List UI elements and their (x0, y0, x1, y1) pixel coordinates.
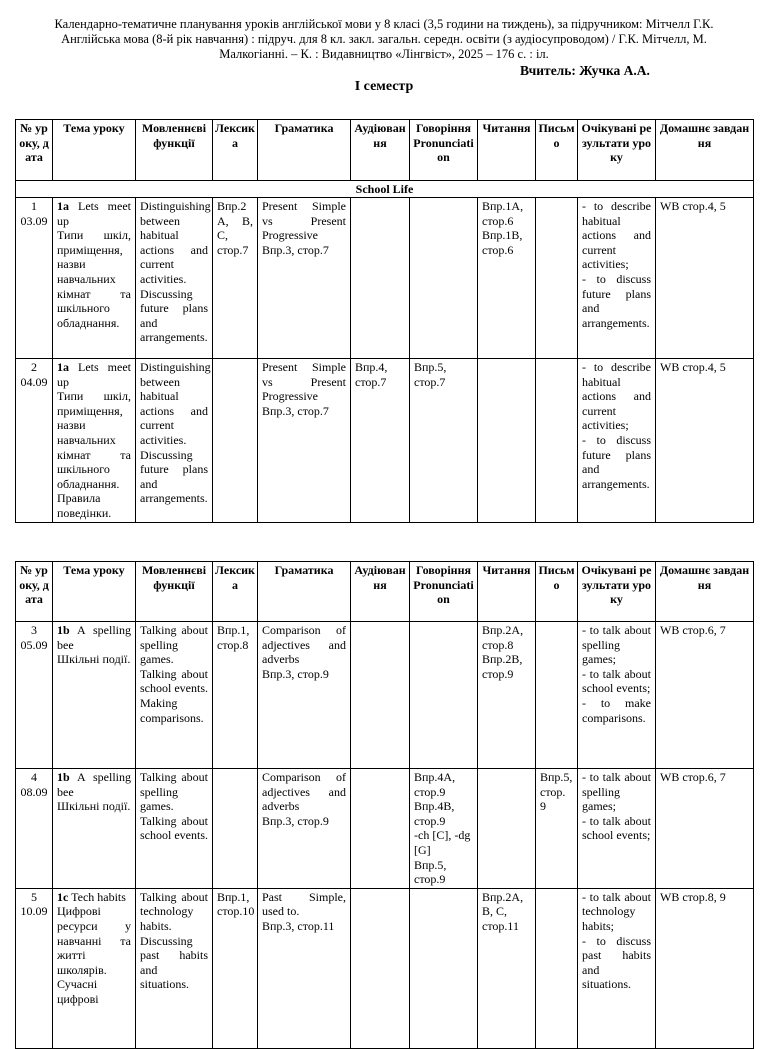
listening (351, 359, 410, 523)
lesson-number-date (16, 198, 53, 359)
speech-functions (136, 622, 213, 769)
lesson-topic (53, 198, 136, 359)
header-line-3: Малкогіанні. – К. : Видавництво «Лінгвіст», 2025 – 176 с. : іл. (219, 47, 549, 61)
col-header-grammar: Граматика (258, 120, 351, 181)
topic-english: A spelling bee (57, 623, 131, 652)
homework (656, 769, 754, 889)
outcome-item: - to describe habitual actions and current activities; (582, 360, 651, 433)
grammar (258, 622, 351, 769)
topic-ukrainian: Шкільні події. (57, 799, 131, 814)
speaking (410, 622, 478, 769)
reading (478, 888, 536, 1048)
speaking-item: Впр.4A, стор.9 (414, 770, 456, 799)
lesson-number-date (16, 888, 53, 1048)
writing (536, 622, 578, 769)
homework-text: WB стор.8, 9 (660, 889, 726, 904)
reading-item: Впр.2A, B, C, стор.11 (482, 889, 524, 933)
reading-item: Впр.2B, стор.9 (482, 652, 523, 681)
col-header-vocabulary: Лексика (213, 120, 258, 181)
reading-item: Впр.2A, стор.8 (482, 623, 524, 652)
vocabulary (213, 359, 258, 523)
reading-item: Впр.1A, стор.6 (482, 199, 524, 228)
outcome-item: - to describe habitual actions and current activities; (582, 199, 651, 272)
topic-ukrainian: Типи шкіл, приміщення, назви навчальних кімнат та шкільного обладнання. (57, 228, 131, 330)
lesson-topic (53, 888, 136, 1048)
unit-code: 1a (57, 360, 69, 374)
listening (351, 198, 410, 359)
outcome-item: - to make comparisons. (582, 695, 651, 725)
outcome-item: - to discuss past habits and situations. (582, 933, 651, 992)
lesson-number-date (16, 622, 53, 769)
homework (656, 359, 754, 523)
document-header (30, 17, 738, 62)
topic-ukrainian: Типи шкіл, приміщення, назви навчальних кімнат та шкільного обладнання. (57, 389, 131, 491)
vocabulary (213, 769, 258, 889)
topic-ukrainian: Цифрові ресурси у навчанні та житті школярів. (57, 904, 131, 977)
speaking-item: Впр.5, стор.7 (414, 360, 447, 389)
listening (351, 622, 410, 769)
grammar-text: Comparison of adjectives and adverbs (262, 770, 346, 814)
header-row (16, 562, 754, 622)
vocabulary-text: Впр.2 A, B, C, стор.7 (217, 199, 253, 257)
topic-extra: Правила поведінки. (57, 491, 112, 520)
col-header-speaking: Говоріння Pronunciation (410, 120, 478, 181)
homework-text: WB стор.6, 7 (660, 770, 726, 784)
unit-code: 1b (57, 623, 70, 637)
vocabulary-text: Впр.1, стор.10 (217, 889, 255, 919)
speech-functions-text: Talking about spelling games. Talking about school events. Making comparisons. (140, 623, 208, 725)
speech-functions (136, 888, 213, 1048)
reading (478, 198, 536, 359)
writing (536, 359, 578, 523)
col-header-speaking: Говоріння Pronunciation (410, 562, 478, 622)
grammar-text: Past Simple, used to. (262, 889, 346, 919)
topic-ukrainian: Шкільні події. (57, 652, 131, 667)
outcome-item: - to talk about technology habits; (582, 889, 651, 933)
lesson-date: 10.09 (20, 904, 48, 919)
lesson-number-date (16, 769, 53, 889)
speaking-item: -ch [C], -dg [G] (414, 828, 471, 857)
grammar (258, 359, 351, 523)
outcome-item: - to discuss future plans and arrangements. (582, 271, 651, 330)
col-header-topic: Тема уроку (53, 120, 136, 181)
listening (351, 769, 410, 889)
vocabulary-text: Впр.1, стор.8 (217, 623, 250, 652)
col-header-listening: Аудіювання (351, 120, 410, 181)
vocabulary (213, 622, 258, 769)
speaking (410, 888, 478, 1048)
speaking (410, 198, 478, 359)
expected-outcomes (578, 888, 656, 1048)
lesson-plan-table-1 (15, 119, 754, 523)
grammar-text: Present Simple vs Present Progressive (262, 199, 346, 243)
col-header-writing: Письмо (536, 562, 578, 622)
topic-english: A spelling bee (57, 770, 131, 799)
lesson-number: 3 (31, 623, 37, 637)
outcome-item: - to talk about spelling games; (582, 623, 651, 667)
homework (656, 888, 754, 1048)
col-header-outcomes: Очікувані результати уроку (578, 562, 656, 622)
header-row (16, 120, 754, 181)
grammar-text: Present Simple vs Present Progressive (262, 360, 346, 404)
writing (536, 769, 578, 889)
lesson-number-date (16, 359, 53, 523)
lesson-topic (53, 359, 136, 523)
table-row (16, 888, 754, 1048)
col-header-reading: Читання (478, 562, 536, 622)
homework-text: WB стор.4, 5 (660, 360, 726, 374)
reading (478, 622, 536, 769)
lesson-date: 04.09 (20, 374, 48, 389)
grammar-exercise: Впр.3, стор.7 (262, 242, 329, 257)
outcome-item: - to talk about school events; (582, 813, 651, 843)
lesson-plan-table-2 (15, 561, 754, 1049)
speaking-item: Впр.4B, стор.9 (414, 799, 455, 828)
col-header-topic: Тема уроку (53, 562, 136, 622)
grammar-exercise: Впр.3, стор.7 (262, 403, 329, 418)
homework (656, 622, 754, 769)
speaking (410, 359, 478, 523)
speech-functions-text: Talking about spelling games. Talking about school events. (140, 770, 208, 843)
col-header-functions: Мовленнєві функції (136, 562, 213, 622)
lesson-number: 1 (31, 199, 37, 213)
grammar (258, 888, 351, 1048)
outcome-item: - to talk about spelling games; (582, 770, 651, 814)
section-row (16, 181, 754, 198)
speaking-item: Впр.5, стор.9 (414, 857, 447, 887)
table-row (16, 198, 754, 359)
expected-outcomes (578, 769, 656, 889)
col-header-number-date: № уроку, дата (16, 120, 53, 181)
col-header-number-date: № уроку, дата (16, 562, 53, 622)
col-header-outcomes: Очікувані результати уроку (578, 120, 656, 181)
writing-text: Впр.5, стор. 9 (540, 770, 573, 814)
table-row (16, 622, 754, 769)
topic-extra: Сучасні цифрові (57, 977, 99, 1006)
outcome-item: - to discuss future plans and arrangements. (582, 432, 651, 491)
unit-code: 1a (57, 199, 69, 213)
col-header-writing: Письмо (536, 120, 578, 181)
col-header-homework: Домашнє завдання (656, 120, 754, 181)
reading (478, 359, 536, 523)
table-row (16, 769, 754, 889)
listening (351, 888, 410, 1048)
speech-functions-text: Distinguishing between habitual actions and current activities. Discussing future plans and arrangements. (140, 199, 211, 345)
outcome-item: - to talk about school events; (582, 666, 651, 696)
homework-text: WB стор.4, 5 (660, 199, 726, 213)
lesson-date: 08.09 (20, 784, 48, 799)
speech-functions (136, 769, 213, 889)
homework-text: WB стор.6, 7 (660, 623, 726, 637)
vocabulary (213, 888, 258, 1048)
reading-item: Впр.1B, стор.6 (482, 228, 523, 257)
grammar-text: Comparison of adjectives and adverbs (262, 623, 346, 667)
teacher-name: Вчитель: Жучка А.А. (520, 63, 650, 78)
grammar-exercise: Впр.3, стор.9 (262, 813, 329, 828)
grammar-exercise: Впр.3, стор.9 (262, 666, 329, 681)
topic-english: Lets meet up (57, 199, 132, 228)
expected-outcomes (578, 622, 656, 769)
listening-text: Впр.4, стор.7 (355, 360, 388, 389)
col-header-reading: Читання (478, 120, 536, 181)
vocabulary (213, 198, 258, 359)
lesson-topic (53, 769, 136, 889)
col-header-functions: Мовленнєві функції (136, 120, 213, 181)
unit-code: 1c (57, 889, 69, 904)
unit-code: 1b (57, 770, 70, 784)
col-header-listening: Аудіювання (351, 562, 410, 622)
col-header-vocabulary: Лексика (213, 562, 258, 622)
topic-english: Lets meet up (57, 360, 132, 389)
lesson-number: 2 (31, 360, 37, 374)
speech-functions (136, 198, 213, 359)
speech-functions-text: Talking about technology habits. Discussing past habits and situations. (140, 889, 208, 992)
section-title: School Life (16, 181, 754, 198)
table-row (16, 359, 754, 523)
speaking (410, 769, 478, 889)
lesson-date: 05.09 (20, 637, 48, 652)
lesson-date: 03.09 (20, 213, 48, 228)
lesson-number: 5 (31, 889, 37, 904)
semester-title: І семестр (354, 79, 414, 94)
topic-english: Tech habits (71, 889, 126, 904)
lesson-number: 4 (31, 770, 37, 784)
col-header-homework: Домашнє завдання (656, 562, 754, 622)
header-line-1: Календарно-тематичне планування уроків англійської мови у 8 класі (3,5 години на тиждень), за підручником: Мітчелл Г.К. (54, 17, 714, 31)
col-header-grammar: Граматика (258, 562, 351, 622)
homework (656, 198, 754, 359)
header-line-2: Англійська мова (8-й рік навчання) : підруч. для 8 кл. закл. загальн. середн. освіти (з аудіосупроводом) / Г.К. Мітчелл, М. (61, 32, 707, 46)
writing (536, 198, 578, 359)
expected-outcomes (578, 198, 656, 359)
grammar (258, 198, 351, 359)
speech-functions (136, 359, 213, 523)
grammar-exercise: Впр.3, стор.11 (262, 918, 335, 933)
expected-outcomes (578, 359, 656, 523)
writing (536, 888, 578, 1048)
lesson-topic (53, 622, 136, 769)
reading (478, 769, 536, 889)
speech-functions-text: Distinguishing between habitual actions and current activities. Discussing future plans and arrangements. (140, 360, 211, 506)
grammar (258, 769, 351, 889)
